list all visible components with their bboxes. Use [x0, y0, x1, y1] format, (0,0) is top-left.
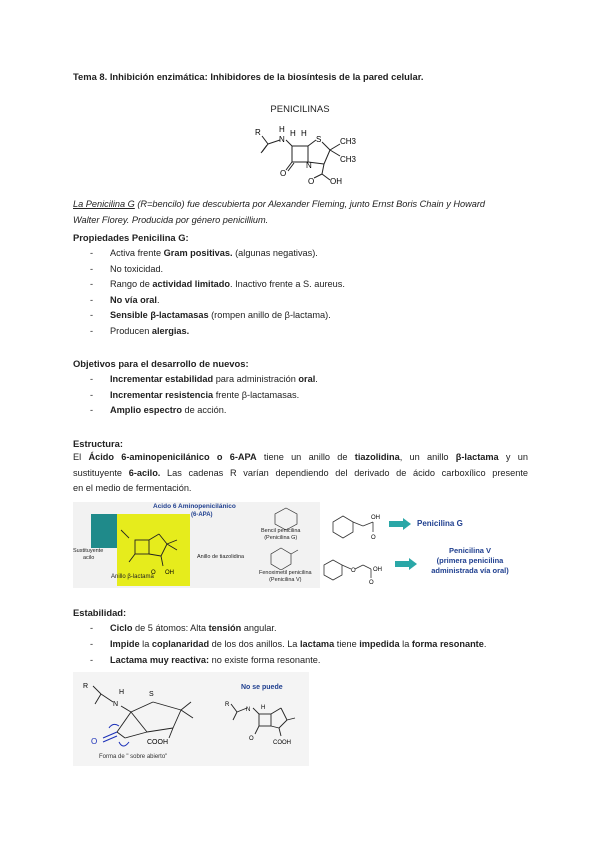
stability-bold: Impide — [110, 639, 140, 649]
bullet-dash: - — [90, 405, 94, 415]
p1-g: y un — [498, 452, 528, 462]
tiazolidina-label: Anillo de tiazolidina — [197, 554, 245, 560]
p1-c: tiene un anillo de — [256, 452, 355, 462]
pen-g-oh: OH — [371, 515, 380, 521]
objective-bold: Incrementar resistencia — [110, 389, 214, 400]
stability-text: de los dos anillos. La — [209, 639, 300, 649]
objective-post: para administración — [213, 374, 299, 384]
stability-text: tiene — [334, 639, 360, 649]
struct-label-o2: O — [308, 177, 315, 186]
property-pre: Activa frente — [110, 248, 164, 258]
objective-bold: Incrementar estabilidad — [110, 374, 214, 384]
f2b-r: R — [225, 702, 230, 708]
f2b-cooh: COOH — [273, 740, 291, 746]
stability-bold: coplanaridad — [151, 639, 210, 649]
apa-oh-label: OH — [165, 570, 174, 576]
phenoxy-label-2: (Penicilina V) — [269, 577, 302, 583]
f2-r: R — [83, 683, 89, 690]
structure-title: Estructura: — [73, 438, 124, 449]
p2-a: sustituyente — [73, 467, 129, 478]
property-item — [110, 325, 189, 338]
penicillin-g-acid-diagram — [331, 510, 391, 542]
property-pre: Producen — [110, 325, 152, 336]
no-se-puede-label: No se puede — [241, 684, 283, 691]
stability-bold: tensión — [208, 623, 242, 633]
property-post: . Inactivo frente a S. aureus. — [230, 279, 345, 289]
apa-o-label: O — [151, 570, 156, 576]
intro-line-1 — [73, 198, 485, 211]
stability-bold: forma resonante — [411, 639, 484, 649]
bullet-dash: - — [90, 263, 94, 274]
pen-v-o: O — [369, 580, 374, 584]
bullet-dash: - — [90, 248, 94, 258]
benzyl-label — [261, 528, 300, 542]
sobre-abierto-figure — [73, 672, 309, 766]
stability-bold: Ciclo — [110, 623, 133, 633]
penicillin-g-label: Penicilina G — [417, 519, 463, 528]
f2b-n: N — [246, 707, 251, 713]
struct-label-n: N — [279, 135, 285, 144]
struct-label-h2: H — [290, 129, 296, 138]
stability-item — [110, 622, 277, 635]
property-bold: actividad limitado — [152, 279, 231, 289]
apa-sub: (6-APA) — [191, 512, 213, 518]
bullet-dash: - — [90, 389, 94, 400]
benzyl-label-2: (Penicilina G) — [264, 535, 298, 541]
penicillin-structure-diagram — [250, 118, 370, 188]
property-pre: No toxicidad. — [110, 263, 164, 274]
objective-bold2: oral — [298, 374, 316, 384]
apa-title: Acido 6 Aminopenicilánico — [153, 503, 236, 510]
penicillin-g-name: La Penicilina G — [73, 199, 135, 209]
property-item — [110, 294, 160, 307]
objective-item — [110, 404, 226, 417]
stability-text: de 5 átomos: Alta — [132, 623, 209, 633]
stability-item — [110, 638, 486, 651]
pen-g-o: O — [371, 535, 376, 541]
property-item — [110, 247, 318, 260]
struct-label-ch3-b: CH3 — [340, 155, 357, 164]
struct-label-r: R — [255, 128, 261, 137]
no-resonance-diagram — [223, 694, 309, 756]
property-item — [110, 278, 345, 291]
bullet-dash: - — [90, 655, 94, 665]
struct-label-h3: H — [301, 129, 307, 138]
stability-text: . — [483, 639, 487, 649]
document-heading: Tema 8. Inhibición enzimática: Inhibidores de la biosíntesis de la pared celular. — [73, 71, 424, 82]
objective-item — [110, 373, 318, 386]
objective-post2: . — [315, 374, 318, 384]
pen-v-oh: OH — [373, 567, 382, 573]
property-pre: Rango de — [110, 279, 153, 289]
p1-a: El — [73, 452, 89, 462]
stability-bold: lactama — [299, 639, 335, 649]
apa-figure-panel — [73, 502, 320, 588]
penicillin-v-label-2: (primera penicilina — [436, 556, 504, 565]
f2b-h: H — [261, 705, 266, 711]
penicillin-v-label — [415, 546, 525, 576]
struct-label-n2: N — [306, 161, 312, 170]
sobre-abierto-diagram — [73, 672, 213, 756]
p1-b: Ácido 6-aminopenicilánico o 6-APA — [88, 452, 257, 462]
substituent-label-2: acilo — [83, 555, 95, 561]
objective-post: de acción. — [181, 405, 227, 415]
f2-h: H — [119, 689, 125, 696]
objectives-title: Objetivos para el desarrollo de nuevos: — [73, 358, 249, 369]
penicillin-derivatives-panel — [323, 502, 523, 588]
penicillin-v-label-1: Penicilina V — [448, 546, 492, 555]
bullet-dash: - — [90, 623, 94, 633]
bullet-dash: - — [90, 325, 94, 336]
arrow-icon — [389, 518, 411, 530]
penicillin-v-acid-diagram — [323, 554, 395, 584]
phenoxy-label — [259, 570, 312, 584]
phenoxy-ring-icon — [269, 546, 299, 570]
benzyl-label-1: Bencil penicilina — [261, 528, 301, 534]
stability-item — [110, 654, 320, 667]
struct-label-o1: O — [280, 169, 287, 178]
penicillins-title: PENICILINAS — [270, 104, 330, 115]
p1-e: , un anillo — [399, 452, 456, 462]
objective-post: frente β-lactamasas. — [213, 389, 300, 400]
struct-label-s: S — [316, 135, 322, 144]
property-item — [110, 263, 163, 276]
f2-o: O — [91, 737, 98, 746]
property-post: (algunas negativas). — [232, 248, 318, 258]
pen-v-o-ether: O — [351, 568, 356, 574]
property-bold: Sensible β-lactamasas — [110, 310, 209, 320]
sobre-abierto-caption: Forma de " sobre abierto" — [99, 754, 168, 760]
p3: en el medio de fermentación. — [73, 483, 192, 493]
property-post: . — [156, 294, 160, 305]
property-bold: alergias. — [151, 325, 190, 336]
intro-line-2: Walter Florey. Producida por género penicillium. — [73, 215, 269, 225]
p1-d: tiazolidina — [354, 452, 400, 462]
p1-f: β-lactama — [455, 452, 499, 462]
struct-label-h1: H — [279, 125, 285, 134]
struct-label-oh: OH — [330, 177, 342, 186]
stability-bold: impedida — [359, 639, 400, 649]
bullet-dash: - — [90, 279, 94, 289]
phenoxy-label-1: Fenoximetil penicilina — [259, 570, 312, 576]
bullet-dash: - — [90, 374, 94, 384]
f2b-o: O — [249, 736, 254, 742]
p2-c: Las cadenas R varían dependiendo del derivado de ácido carboxílico presente — [160, 467, 528, 478]
stability-text: no existe forma resonante. — [209, 655, 321, 665]
objective-item — [110, 389, 299, 402]
struct-label-ch3-a: CH3 — [340, 137, 357, 146]
stability-text: la — [399, 639, 412, 649]
arrow-icon — [395, 558, 417, 570]
substituent-label — [73, 548, 103, 562]
structure-paragraph — [73, 450, 528, 497]
stability-text: angular. — [241, 623, 277, 633]
stability-bold: Lactama muy reactiva: — [110, 655, 210, 665]
property-bold: Gram positivas. — [163, 248, 233, 258]
stability-text: la — [139, 639, 152, 649]
property-bold: No vía oral — [110, 294, 157, 305]
bullet-dash: - — [90, 639, 94, 649]
f2-n: N — [113, 701, 119, 708]
stability-title: Estabilidad: — [73, 607, 127, 618]
apa-structure-diagram — [113, 516, 193, 576]
bullet-dash: - — [90, 294, 94, 305]
property-item — [110, 309, 331, 322]
property-post: (rompen anillo de β-lactama). — [208, 310, 331, 320]
intro-rest: (R=bencilo) fue descubierta por Alexander Fleming, junto Ernst Boris Chain y Howard — [134, 199, 486, 209]
bullet-dash: - — [90, 310, 94, 320]
benzyl-ring-icon — [271, 506, 301, 530]
properties-title: Propiedades Penicilina G: — [73, 232, 189, 243]
penicillin-v-label-3: administrada vía oral) — [431, 566, 509, 575]
f2-s: S — [149, 691, 154, 698]
substituent-label-1: Sustituyente — [73, 548, 104, 554]
p2-b: 6-acilo. — [128, 467, 161, 478]
f2-cooh: COOH — [147, 739, 168, 746]
blactam-label: Anillo β-lactama — [111, 574, 154, 580]
objective-bold: Amplio espectro — [110, 405, 182, 415]
